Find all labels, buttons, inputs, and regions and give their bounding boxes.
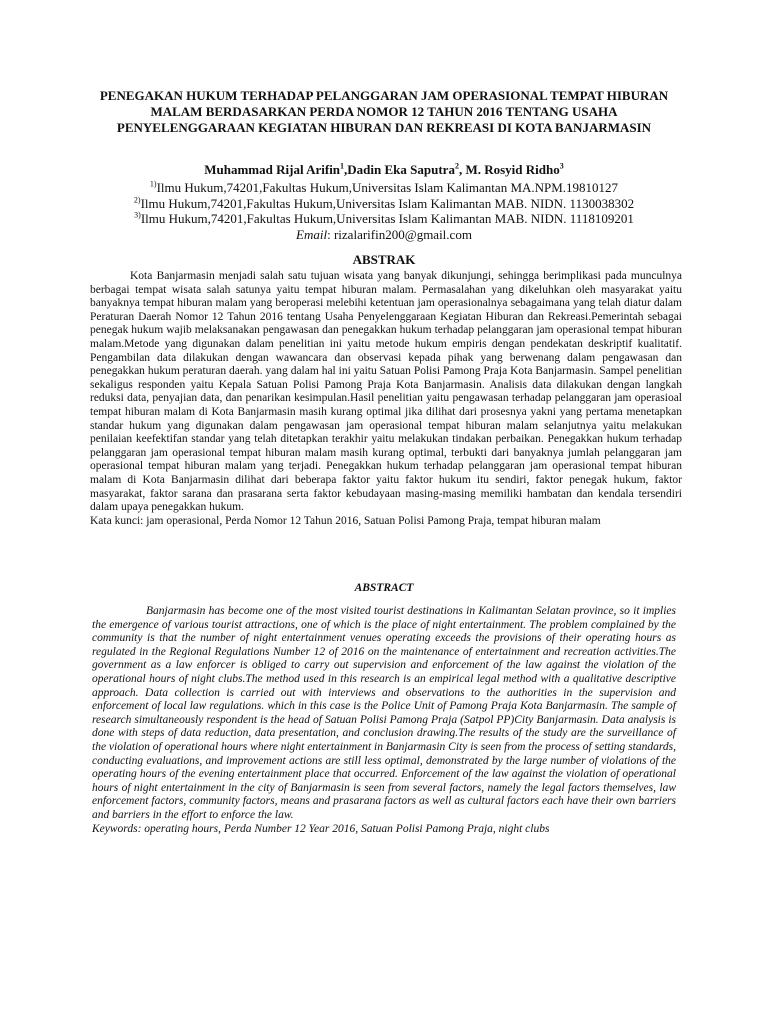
affiliation-2 — [80, 196, 688, 211]
abstract-section — [92, 605, 676, 836]
abstrak-keywords: Kata kunci: jam operasional, Perda Nomor 12 Tahun 2016, Satuan Polisi Pamong Praja, tempat hiburan malam — [90, 514, 601, 527]
author-2-sup: 2 — [454, 161, 459, 171]
paper-title: PENEGAKAN HUKUM TERHADAP PELANGGARAN JAM OPERASIONAL TEMPAT HIBURAN MALAM BERDASARKAN PERDA NOMOR 12 TAHUN 2016 TENTANG USAHA PENYELENGGARAAN KEGIATAN HIBURAN DAN REKREASI DI KOTA BANJARMASIN — [99, 88, 669, 135]
affiliation-1-text: Ilmu Hukum,74201,Fakultas Hukum,Universitas Islam Kalimantan MA.NPM.19810127 — [156, 180, 619, 195]
affiliation-3-sup: 3) — [134, 210, 141, 220]
author-1-name: Muhammad Rijal Arifin — [204, 162, 341, 177]
email-label: Email — [296, 227, 328, 242]
affiliation-2-text: Ilmu Hukum,74201,Fakultas Hukum,Universitas Islam Kalimantan MAB. NIDN. 1130038302 — [140, 196, 635, 211]
affiliation-2-sup: 2) — [133, 195, 141, 205]
author-3-name: , M. Rosyid Ridho — [458, 162, 560, 177]
affiliation-1 — [80, 180, 688, 195]
abstract-body: Banjarmasin has become one of the most visited tourist destinations in Kalimantan Selatan province, so it implies the emergence of various tourist attractions, one of which is the place of night entertainment. The problem complained by the community is that the number of night entertainment venues operating exceeds the provisions of their operating hours as regulated in the Regional Regulations Number 12 of 2016 on the maintenance of entertainment and recreation activities.The government as a law enforcer is obliged to carry out supervision and enforcement of the law against the violation of the operational hours of night clubs.The method used in this research is an empirical legal method with a qualitative descriptive approach. Data collection is carried out with interviews and observations to the authorities in the supervision and enforcement of local law regulations. which in this case is the Police Unit of Pamong Praja Kota Banjarmasin. The sample of research simultaneously respondent is the head of Satuan Polisi Pamong Praja (Satpol PP)City Banjarmasin. Data analysis is done with steps of data reduction, data presentation, and conclusion drawing.The results of the study are the surveillance of the violation of operational hours where night entertainment in Banjarmasin City is seen from the process of setting standards, conducting evaluations, and improvement actions are still less optimal, demonstrated by the large number of violations of the operating hours of the evening entertainment place that occurred. Enforcement of the law against the violation of operational hours of night entertainment in the city of Banjarmasin is seen from several factors, namely the legal factors themselves, law enforcement factors, community factors, means and prasarana factors as well as cultural factors each have their own barriers and barriers in the effort to enforce the law. — [92, 605, 676, 821]
abstract-heading: ABSTRACT — [354, 582, 414, 594]
author-line — [80, 162, 688, 178]
abstrak-section — [90, 270, 682, 528]
author-2-name: ,Dadin Eka Saputra — [344, 162, 455, 177]
affiliation-3-text: Ilmu Hukum,74201,Fakultas Hukum,Universitas Islam Kalimantan MAB. NIDN. 1118109201 — [140, 211, 634, 226]
author-1-sup: 1 — [340, 161, 345, 171]
abstrak-body: Kota Banjarmasin menjadi salah satu tujuan wisata yang banyak dikunjungi, sehingga berimplikasi pada munculnya berbagai tempat wisata salah satunya yaitu tempat hiburan malam. Permasalahan yang dikeluhkan oleh masyarakat yaitu banyaknya tempat hiburan malam yang beroperasi melebihi ketentuan jam operasionalnya sebagaimana yang telah diatur dalam Peraturan Daerah Nomor 12 Tahun 2016 tentang Usaha Penyelenggaraan Kegiatan Hiburan dan Rekreasi.Pemerintah sebagai penegak hukum wajib melaksanakan pengawasan dan penegakkan hukum terhadap pelanggaran jam operasional tempat hiburan malam.Metode yang digunakan dalam penelitian ini yaitu metode hukum empiris dengan pendekatan deskriptif kualitatif. Pengambilan data dilakukan dengan wawancara dan observasi kepada pihak yang berwenang dalam pengawasan dan penegakkan hukum peraturan daerah. yang dalam hal ini yaitu Satuan Polisi Pamong Praja Kota Banjarmasin. Sampel penelitian sekaligus responden yaitu Kepala Satuan Polisi Pamong Praja Kota Banjarmasin. Analisis data dilakukan dengan langkah reduksi data, penyajian data, dan penarikan kesimpulan.Hasil penelitian yaitu pengawasan terhadap pelanggaran jam operasioal tempat hiburan malam di Kota Banjarmasin masih kurang optimal jika dilihat dari prosesnya yakni yang pertama menetapkan standar hukum yang digunakan dalam pengawasan jam operasional tempat hiburan malam selanjutnya yaitu melakukan penilaian keefektifan standar yang telah ditetapkan terakhir yaitu melakukan tindakan perbaikan. Penegakkan hukum terhadap pelanggaran jam operasional tempat hiburan malam masih kurang optimal, terbukti dari banyaknya jumlah pelanggaran jam operasional tempat hiburan malam yang terjadi. Penegakkan hukum terhadap pelanggaran jam operasional tempat hiburan malam di Kota Banjarmasin dilihat dari beberapa faktor yaitu faktor hukum itu sendiri, faktor penegak hukum, faktor masyarakat, faktor sarana dan prasarana serta faktor kebudayaan masing-masing memiliki hambatan dan kendala tersendiri dalam upaya penegakkan hukum. — [90, 270, 682, 514]
author-3-sup: 3 — [559, 161, 564, 171]
abstract-keywords: Keywords: operating hours, Perda Number 12 Year 2016, Satuan Polisi Pamong Praja, night clubs — [92, 822, 550, 835]
affiliation-1-sup: 1) — [149, 179, 157, 189]
email-address: : rizalarifin200@gmail.com — [327, 227, 472, 242]
email-line — [80, 227, 688, 242]
affiliation-3 — [80, 211, 688, 226]
abstrak-heading: ABSTRAK — [352, 252, 416, 267]
